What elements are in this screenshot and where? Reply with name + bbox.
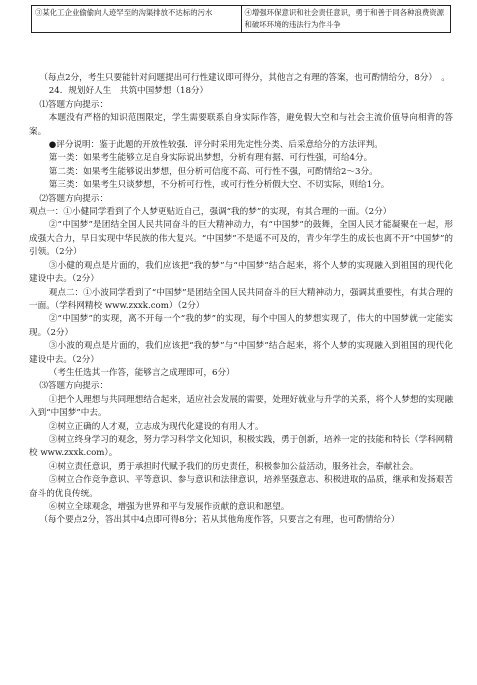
- text-line: ③树立终身学习的观念，努力学习科学文化知识，积极实践，勇于创新，培养一定的技能和特长（学科网精校 www.zxxk.com）。: [29, 434, 453, 459]
- answer-table: [31, 5, 451, 33]
- text-line: 观点一：①小健同学看到了个人梦更贴近自己，强调“我的梦”的实现，有其合理的一面。（2分）: [29, 207, 392, 218]
- text-line: （考生任选其一作答，能够言之成理即可，6分）: [48, 367, 235, 378]
- text-line: ③小波的观点是片面的，我们应该把“我的梦”与“中国梦”结合起来，将个人梦的实现融入到祖国的现代化建设中去。（2分）: [29, 341, 453, 365]
- question-heading: 24．规划好人生 共筑中国梦想（18分）: [48, 86, 209, 97]
- text-line: ⑵答题方向提示：: [39, 193, 109, 204]
- text-line: ①把个人理想与共同理想结合起来，适应社会发展的需要，处理好就业与升学的关系，将个人梦想的实现融入到“中国梦”中去。: [29, 394, 453, 419]
- text-line: ②“中国梦”是团结全国人民共同奋斗的巨大精神动力，有“中国梦”的鼓舞，全国人民才能凝聚在一起，形成强大合力，早日实现中华民族的伟大复兴。“中国梦”不是遥不可及的，青少年学生的成长也离不开“中国梦”的引领。（2分）: [29, 220, 453, 258]
- text-line: 第二类：如果考生能够说出梦想，但分析可信度不高、可行性不强，可酌情给2～3分。: [48, 166, 378, 177]
- text-line: ③小健的观点是片面的，我们应该把“我的梦”与“中国梦”结合起来，将个人梦的实现融入到祖国的现代化建设中去。（2分）: [29, 260, 453, 285]
- text-line: ⑶答题方向提示：: [39, 381, 109, 392]
- table-cell-right: ④增强环保意识和社会责任意识，勇于和善于同各种浪费资源和破坏环境的违法行为作斗争: [241, 6, 451, 33]
- text-line: ②树立正确的人才观，立志成为现代化建设的有用人才。: [48, 421, 264, 432]
- text-line: 观点二：①小波同学看到了“中国梦”是团结全国人民共同奋斗的巨大精神动力，强调其重要性，有其合理的一面。（学科网精校 www.zxxk.com）（2分）: [29, 287, 453, 311]
- text-line: ⑥树立全球观念，增强为世界和平与发展作贡献的意识和愿望。: [48, 502, 290, 512]
- text-line: ⑴答题方向提示：: [39, 99, 109, 110]
- table-row: [32, 6, 451, 33]
- text-line: ②“中国梦”的实现，离不开每一个“我的梦”的实现，每个中国人的梦想实现了，伟大的中国梦就一定能实现。（2分）: [29, 314, 453, 338]
- text-line: ●评分说明：鉴于此题的开放性较强．评分时采用先定性分类、后采意给分的方法评判。: [48, 140, 383, 151]
- text-line: ⑤树立合作竞争意识、平等意识、参与意识和法律意识，培养坚强意志、积极进取的品质，继承和发扬艰苦奋斗的优良传统。: [29, 475, 453, 499]
- table-cell-left: ③某化工企业偷偷向人迹罕至的沟渠排放不达标的污水: [32, 6, 242, 33]
- text-line: 第一类：如果考生能够立足自身实际说出梦想，分析有理有据、可行性强，可给4分。: [48, 153, 373, 164]
- text-line: 第三类：如果考生只谈梦想，不分析可行性，或可行性分析假大空、不切实际，则给1分。: [48, 180, 390, 191]
- answer-content: [29, 72, 453, 528]
- text-line: ④树立责任意识，勇于承担时代赋予我们的历史责任，积极参加公益活动，服务社会，奉献社会。: [48, 461, 419, 472]
- text-line: （每个要点2分，答出其中4点即可得8分；若从其他角度作答，只要言之有理，也可酌情给分）: [39, 515, 400, 526]
- text-line: 本题没有严格的知识范围限定，学生需要联系自身实际作答，避免假大空和与社会主流价值导向相背的答案。: [29, 113, 453, 137]
- text-line: （每点2分，考生只要能针对问题提出可行性建议即可得分，其他言之有理的答案，也可酌情给分，8分） 。: [39, 73, 450, 83]
